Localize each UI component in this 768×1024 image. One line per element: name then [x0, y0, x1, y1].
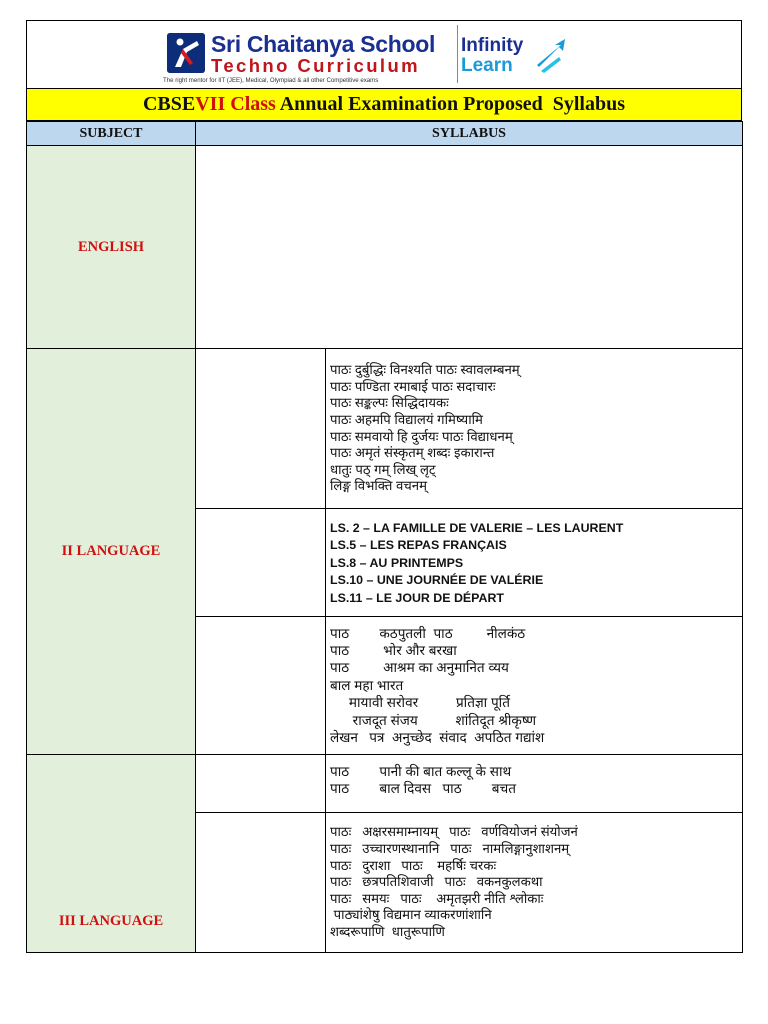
list-item: धातुः पठ् गम् लिख् लृट्	[330, 461, 436, 477]
syllabus-second-hindi	[326, 617, 743, 755]
list-item: पाठः दुर्बुद्धिः विनश्यति पाठः स्वावलम्बनम्	[330, 362, 520, 378]
syllabus-second-french	[326, 509, 743, 617]
subject-english: ENGLISH	[27, 146, 196, 349]
brand-tagline: The right mentor for IIT (JEE), Medical, Olympiad & all other Competitive exams	[163, 77, 379, 84]
list-item: पाठः अक्षरसमाम्नायम् पाठः वर्णवियोजनं संयोजनं	[330, 824, 578, 840]
list-item: LS.5 – LES REPAS FRANÇAIS	[330, 538, 507, 553]
list-item: LS.8 – AU PRINTEMPS	[330, 555, 464, 570]
list-item: पाठः समयः पाठः अमृतझरी नीति श्लोकाः	[330, 890, 544, 906]
list-item: पाठः समवायो हि दुर्जयः पाठः विद्याधनम्	[330, 428, 513, 444]
table-row-second-language-sanskrit	[27, 349, 743, 509]
list-item: LS.11 – LE JOUR DE DÉPART	[330, 590, 504, 605]
school-name: Sri Chaitanya School	[211, 31, 436, 57]
header-syllabus: SYLLABUS	[196, 122, 743, 146]
sri-chaitanya-emblem-icon	[167, 33, 205, 73]
list-item: LS. 2 – LA FAMILLE DE VALERIE – LES LAURENT	[330, 520, 624, 535]
list-item: पाठ भोर और बरखा	[330, 642, 457, 658]
option-cell-third-hindi	[196, 755, 326, 813]
title-class: VII Class	[195, 93, 276, 115]
subject-second-language: II LANGUAGE	[27, 349, 196, 755]
syllabus-english-empty	[196, 146, 743, 349]
list-item: पाठ्यांशेषु विद्यमान व्याकरणांशानि	[330, 907, 492, 923]
logo-header	[26, 20, 742, 88]
sri-chaitanya-logo	[163, 31, 467, 89]
list-item: LS.10 – UNE JOURNÉE DE VALÉRIE	[330, 573, 544, 588]
subject-third-language: III LANGUAGE	[27, 755, 196, 953]
option-cell-french	[196, 509, 326, 617]
option-cell-hindi	[196, 617, 326, 755]
logo-divider	[457, 25, 458, 83]
list-item: पाठः दुराशा पाठः महर्षिः चरकः	[330, 857, 497, 873]
syllabus-second-sanskrit	[326, 349, 743, 509]
list-item: पाठ बाल दिवस पाठ बचत	[330, 781, 516, 797]
header-subject: SUBJECT	[27, 122, 196, 146]
title-suffix: Annual Examination Proposed Syllabus	[275, 93, 626, 115]
infinity-learn-logo	[461, 35, 581, 87]
syllabus-sheet	[26, 20, 742, 953]
page-title	[26, 88, 742, 121]
list-item: पाठ कठपुतली पाठ नीलकंठ	[330, 625, 526, 641]
list-item: पाठ आश्रम का अनुमानित व्यय	[330, 660, 509, 676]
syllabus-table	[26, 121, 743, 953]
list-item: पाठः पण्डिता रमाबाई पाठः सदाचारः	[330, 378, 496, 394]
list-item: राजदूत संजय शांतिदूत श्रीकृष्ण	[330, 712, 537, 728]
list-item: लिङ्ग विभक्ति वचनम्	[330, 478, 427, 494]
list-item: बाल महा भारत	[330, 677, 404, 693]
list-item: पाठ पानी की बात कल्लू के साथ	[330, 764, 512, 779]
list-item: पाठः अहमपि विद्यालयं गमिष्यामि	[330, 411, 483, 427]
list-item: पाठः उच्चारणस्थानानि पाठः नामलिङ्गानुशाशनम्	[330, 841, 570, 857]
list-item: पाठः छत्रपतिशिवाजी पाठः वकनकुलकथा	[330, 874, 543, 890]
table-header-row	[27, 122, 743, 146]
title-prefix: CBSE	[142, 93, 196, 115]
syllabus-third-sanskrit	[326, 813, 743, 953]
partner-name-line1: Infinity	[461, 35, 524, 56]
option-cell-third-sanskrit	[196, 813, 326, 953]
option-cell-sanskrit	[196, 349, 326, 509]
list-item: पाठः अमृतं संस्कृतम् शब्दः इकारान्त	[330, 445, 495, 461]
list-item: लेखन पत्र अनुच्छेद संवाद अपठित गद्यांश	[330, 730, 545, 746]
table-row-english	[27, 146, 743, 349]
partner-name-line2: Learn	[461, 55, 513, 76]
list-item: मायावी सरोवर प्रतिज्ञा पूर्ति	[330, 695, 510, 711]
curriculum-name: Techno Curriculum	[211, 55, 421, 76]
list-item: शब्दरूपाणि धातुरूपाणि	[330, 923, 445, 939]
list-item: पाठः सङ्कल्पः सिद्धिदायकः	[330, 395, 449, 411]
syllabus-third-hindi	[326, 755, 743, 813]
infinity-learn-arrow-icon	[531, 35, 575, 75]
table-row-third-language-hindi	[27, 755, 743, 813]
